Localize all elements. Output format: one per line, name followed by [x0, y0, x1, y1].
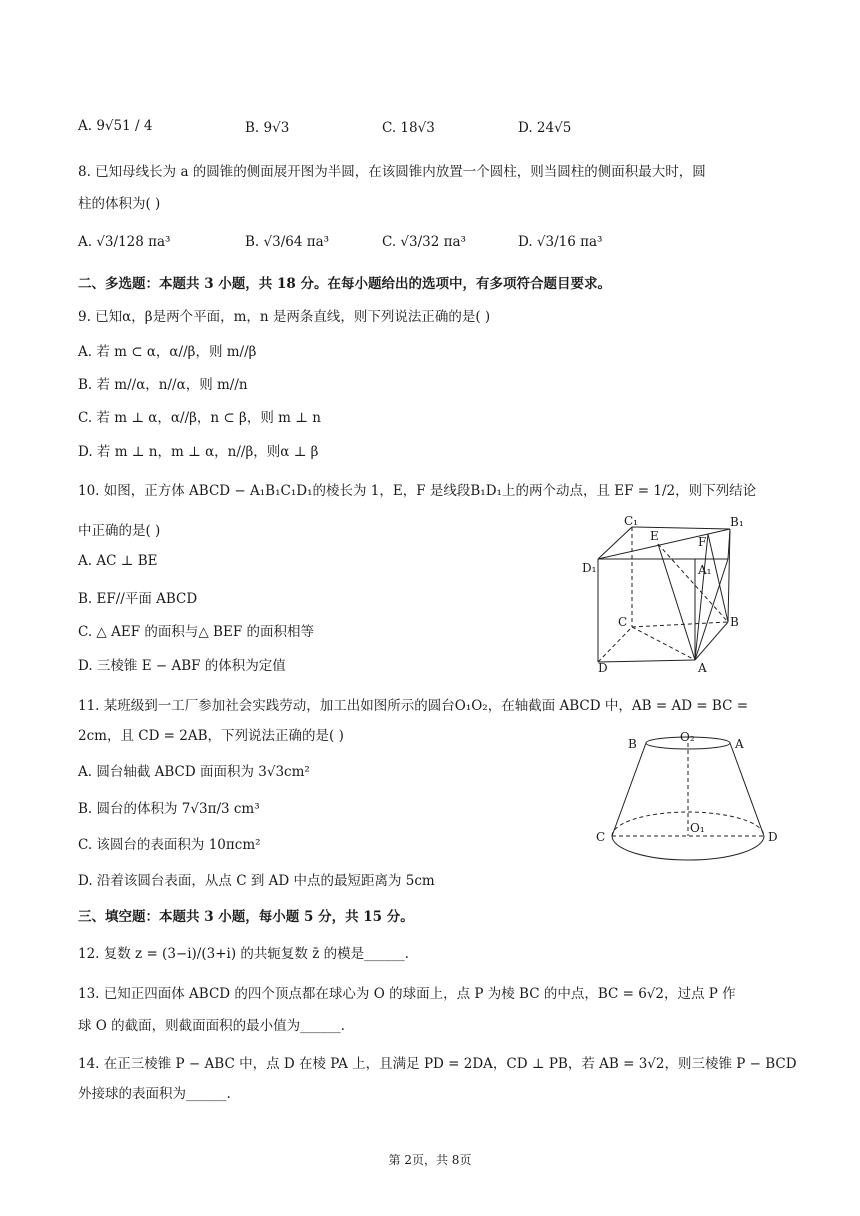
q8-option-d: D. √3/16 πa³	[518, 234, 603, 250]
q8-stem-line1: 8. 已知母线长为 a 的圆锥的侧面展开图为半圆，在该圆锥内放置一个圆柱，则当圆柱的侧面积最大时，圆	[78, 164, 706, 180]
q10-label-e: E	[650, 529, 659, 543]
q10-stem-line2: 中正确的是( )	[78, 523, 161, 539]
q12-stem: 12. 复数 z = (3−i)/(3+i) 的共轭复数 z̄ 的模是______.	[78, 946, 409, 962]
q10-option-d: D. 三棱锥 E − ABF 的体积为定值	[78, 658, 286, 674]
q9-option-a: A. 若 m ⊂ α，α//β，则 m//β	[78, 344, 257, 360]
q10-label-b1: B₁	[730, 515, 744, 529]
q10-stem-line1: 10. 如图，正方体 ABCD − A₁B₁C₁D₁的棱长为 1，E，F 是线段B₁D₁上的两个动点，且 EF = 1/2，则下列结论	[78, 483, 757, 499]
q11-label-c: C	[596, 830, 606, 844]
q14-stem-line2: 外接球的表面积为______.	[78, 1086, 231, 1102]
q11-stem-line2: 2cm，且 CD = 2AB，下列说法正确的是( )	[78, 728, 344, 744]
q7-option-c: C. 18√3	[382, 120, 435, 136]
q11-stem-line1: 11. 某班级到一工厂参加社会实践劳动，加工出如图所示的圆台O₁O₂，在轴截面 ABCD 中，AB = AD = BC =	[78, 698, 749, 714]
q10-label-c1: C₁	[624, 514, 638, 528]
q9-option-d: D. 若 m ⊥ n，m ⊥ α，n//β，则α ⊥ β	[78, 444, 319, 460]
q14-stem-line1: 14. 在正三棱锥 P − ABC 中，点 D 在棱 PA 上，且满足 PD = 2DA，CD ⊥ PB，若 AB = 3√2，则三棱锥 P − BCD	[78, 1056, 797, 1072]
q9-option-b: B. 若 m//α，n//α，则 m//n	[78, 377, 248, 393]
q11-option-b: B. 圆台的体积为 7√3π/3 cm³	[78, 801, 260, 817]
q10-option-a: A. AC ⊥ BE	[78, 553, 158, 569]
q11-option-c: C. 该圆台的表面积为 10πcm²	[78, 837, 261, 853]
q8-stem-line2: 柱的体积为( )	[78, 196, 161, 212]
q10-label-a1: A₁	[698, 563, 712, 577]
q11-label-a: A	[735, 737, 744, 751]
q11-option-d: D. 沿着该圆台表面，从点 C 到 AD 中点的最短距离为 5cm	[78, 873, 435, 889]
q10-option-b: B. EF//平面 ABCD	[78, 591, 198, 607]
q11-label-o1: O₁	[690, 821, 705, 835]
q11-option-a: A. 圆台轴截 ABCD 面面积为 3√3cm²	[78, 764, 310, 780]
q11-label-b: B	[628, 737, 637, 751]
q10-label-c: C	[618, 615, 628, 629]
q9-option-c: C. 若 m ⊥ α，α//β，n ⊂ β，则 m ⊥ n	[78, 410, 321, 426]
q8-option-a: A. √3/128 πa³	[78, 234, 171, 250]
q11-label-d: D	[768, 830, 778, 844]
q10-label-f: F	[698, 535, 707, 549]
q11-label-o2: O₂	[680, 730, 695, 744]
q10-option-c: C. △ AEF 的面积与△ BEF 的面积相等	[78, 624, 314, 640]
q8-option-c: C. √3/32 πa³	[382, 234, 466, 250]
q11-frustum-figure	[590, 728, 790, 868]
page-footer: 第 2页，共 8页	[388, 1153, 472, 1167]
q10-label-d1: D₁	[582, 561, 597, 575]
section-fill-in-heading: 三、填空题：本题共 3 小题，每小题 5 分，共 15 分。	[78, 909, 414, 925]
q10-label-b: B	[730, 615, 739, 629]
q9-stem: 9. 已知α，β是两个平面，m，n 是两条直线，则下列说法正确的是( )	[78, 309, 491, 325]
q7-option-a: A. 9√51 / 4	[78, 118, 153, 134]
q10-label-a: A	[698, 661, 707, 674]
q13-stem-line2: 球 O 的截面，则截面面积的最小值为______.	[78, 1018, 345, 1034]
q7-option-b: B. 9√3	[245, 120, 290, 136]
q10-cube-figure	[580, 512, 750, 674]
q10-label-d: D	[598, 661, 608, 674]
q7-option-d: D. 24√5	[518, 120, 572, 136]
section-multiple-choice-heading: 二、多选题：本题共 3 小题，共 18 分。在每小题给出的选项中，有多项符合题目要求。	[78, 276, 611, 292]
q13-stem-line1: 13. 已知正四面体 ABCD 的四个顶点都在球心为 O 的球面上，点 P 为棱 BC 的中点，BC = 6√2，过点 P 作	[78, 986, 736, 1002]
q8-option-b: B. √3/64 πa³	[245, 234, 330, 250]
